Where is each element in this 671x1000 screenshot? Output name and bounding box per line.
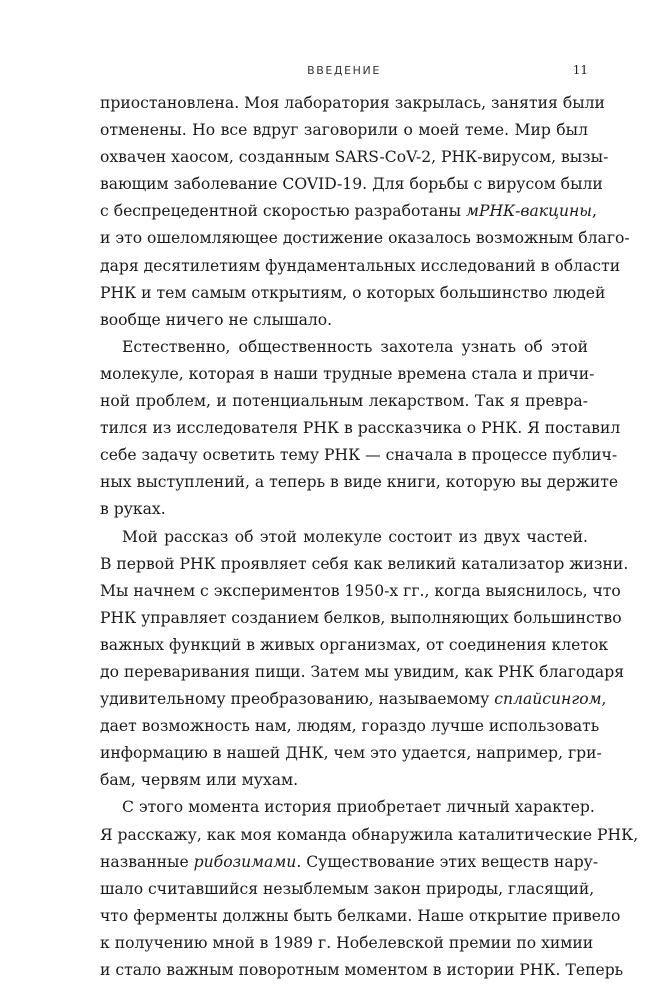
text-line: В первой РНК проявляет себя как великий катализатор жизни.: [100, 554, 629, 573]
body-text: [100, 90, 639, 984]
paragraph: [100, 90, 630, 334]
text-line: в руках.: [100, 500, 166, 519]
text-line: РНК и тем самым открытиям, о которых большинство людей: [100, 283, 606, 302]
italic-term: сплайсингом: [494, 690, 602, 709]
paragraph: [100, 794, 639, 984]
text-line: что ферменты должны быть белками. Наше открытие привело: [100, 906, 621, 925]
text-line: даря десятилетиям фундаментальных исследований в области: [100, 256, 621, 275]
paragraph: [100, 334, 621, 524]
text-line: Мой рассказ об этой молекуле состоит из двух частей.: [122, 527, 588, 546]
text-line: важных функций в живых организмах, от соединения клеток: [100, 635, 609, 654]
text-line: приостановлена. Моя лаборатория закрылась, занятия были: [100, 94, 605, 112]
text-line: информацию в нашей ДНК, чем это удается, например, гри-: [100, 744, 602, 763]
text-line: отменены. Но все вдруг заговорили о моей теме. Мир был: [100, 121, 588, 140]
text-line: к получению мной в 1989 г. Нобелевской премии по химии: [100, 933, 594, 952]
text-line: дает возможность нам, людям, гораздо лучше использовать: [100, 717, 600, 736]
text-line: шало считавшийся незыблемым закон природы, гласящий,: [100, 879, 595, 898]
text-line: бам, червям или мухам.: [100, 771, 299, 790]
text-line: ной проблем, и потенциальным лекарством. Так я превра-: [100, 392, 588, 411]
text-line: себе задачу осветить тему РНК — сначала в процессе публич-: [100, 446, 618, 465]
text-line: с беспрецедентной скоростью разработаны мРНК-вакцины,: [100, 202, 597, 221]
text-line: РНК управляет созданием белков, выполняющих большинство: [100, 608, 622, 627]
text-line: тился из исследователя РНК в рассказчика о РНК. Я поставил: [100, 419, 621, 438]
italic-term: мРНК-вакцины: [466, 202, 592, 221]
text-line: и стало важным поворотным моментом в истории РНК. Теперь: [100, 961, 624, 979]
text-line: названные рибозимами. Существование этих веществ нару-: [100, 852, 599, 871]
page-number: 11: [572, 63, 588, 77]
text-line: удивительному преобразованию, называемому сплайсингом,: [100, 690, 607, 709]
text-line: Я расскажу, как моя команда обнаружила каталитические РНК,: [100, 825, 639, 844]
page-header: [100, 64, 588, 84]
text-line: Мы начнем с экспериментов 1950-х гг., когда выяснилось, что: [100, 581, 621, 600]
running-head: ВВЕДЕНИЕ: [307, 64, 381, 77]
text-line: до переваривания пищи. Затем мы увидим, как РНК благодаря: [100, 662, 625, 681]
paragraph: [100, 524, 629, 795]
text-line: С этого момента история приобретает личный характер.: [122, 798, 595, 817]
italic-term: рибозимами: [193, 852, 297, 871]
text-line: молекуле, которая в наши трудные времена стала и причи-: [100, 364, 595, 383]
text-line: вающим заболевание COVID-19. Для борьбы с вирусом были: [100, 175, 603, 194]
text-line: охвачен хаосом, созданным SARS-CoV-2, РНК-вирусом, вызы-: [100, 148, 609, 167]
text-line: вообще ничего не слышало.: [100, 310, 333, 329]
text-line: ных выступлений, а теперь в виде книги, которую вы держите: [100, 473, 619, 492]
text-line: Естественно, общественность захотела узнать об этой: [122, 337, 588, 356]
text-line: и это ошеломляющее достижение оказалось возможным благо-: [100, 229, 630, 248]
